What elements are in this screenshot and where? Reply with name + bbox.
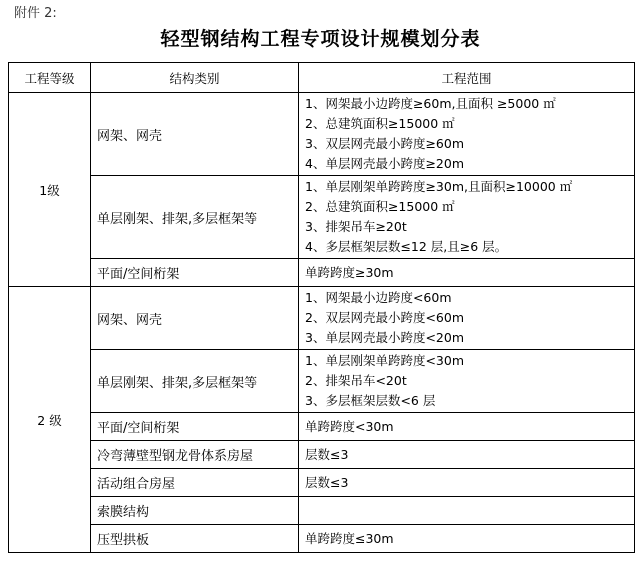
range-cell	[299, 350, 635, 413]
type-cell: 网架、网壳	[91, 287, 299, 350]
range-cell: 单跨跨度≥30m	[299, 259, 635, 287]
range-line: 2、总建筑面积≥15000 ㎡	[305, 199, 455, 214]
range-cell: 单跨跨度<30m	[299, 413, 635, 441]
page-title: 轻型钢结构工程专项设计规模划分表	[160, 28, 481, 50]
table-row	[9, 259, 635, 287]
type-cell: 索膜结构	[91, 497, 299, 525]
scale-table	[8, 62, 635, 553]
range-cell: 单跨跨度≤30m	[299, 525, 635, 553]
header-range: 工程范围	[299, 63, 635, 93]
type-cell: 平面/空间桁架	[91, 259, 299, 287]
type-cell: 活动组合房屋	[91, 469, 299, 497]
type-cell: 单层刚架、排架,多层框架等	[91, 350, 299, 413]
range-line: 3、双层网壳最小跨度≥60m	[305, 136, 465, 151]
type-cell: 网架、网壳	[91, 93, 299, 176]
range-line: 2、双层网壳最小跨度<60m	[305, 310, 465, 325]
table-row	[9, 469, 635, 497]
table-row	[9, 413, 635, 441]
range-line: 1、单层刚架单跨跨度<30m	[305, 353, 465, 368]
range-cell	[299, 497, 635, 525]
header-type: 结构类别	[91, 63, 299, 93]
range-line: 1、网架最小边跨度<60m	[305, 290, 452, 305]
range-line: 2、总建筑面积≥15000 ㎡	[305, 116, 455, 131]
table-header-row	[9, 63, 635, 93]
range-cell	[299, 287, 635, 350]
level-cell: 2 级	[9, 287, 91, 553]
table-row	[9, 350, 635, 413]
type-cell: 压型拱板	[91, 525, 299, 553]
type-cell: 冷弯薄壁型钢龙骨体系房屋	[91, 441, 299, 469]
range-line: 2、排架吊车<20t	[305, 373, 407, 388]
header-level: 工程等级	[9, 63, 91, 93]
range-line: 4、多层框架层数≤12 层,且≥6 层。	[305, 239, 508, 254]
range-line: 4、单层网壳最小跨度≥20m	[305, 156, 465, 171]
range-line: 1、单层刚架单跨跨度≥30m,且面积≥10000 ㎡	[305, 179, 573, 194]
range-cell	[299, 93, 635, 176]
range-line: 1、网架最小边跨度≥60m,且面积 ≥5000 ㎡	[305, 96, 556, 111]
range-cell: 层数≤3	[299, 469, 635, 497]
type-cell: 单层刚架、排架,多层框架等	[91, 176, 299, 259]
range-line: 3、排架吊车≥20t	[305, 219, 407, 234]
type-cell: 平面/空间桁架	[91, 413, 299, 441]
table-row	[9, 525, 635, 553]
range-cell: 层数≤3	[299, 441, 635, 469]
attachment-label: 附件 2:	[14, 6, 57, 21]
level-cell: 1级	[9, 93, 91, 287]
range-line: 3、多层框架层数<6 层	[305, 393, 436, 408]
table-row	[9, 287, 635, 350]
table-row	[9, 176, 635, 259]
table-row	[9, 441, 635, 469]
range-cell	[299, 176, 635, 259]
table-row	[9, 93, 635, 176]
range-line: 3、单层网壳最小跨度<20m	[305, 330, 465, 345]
table-row	[9, 497, 635, 525]
